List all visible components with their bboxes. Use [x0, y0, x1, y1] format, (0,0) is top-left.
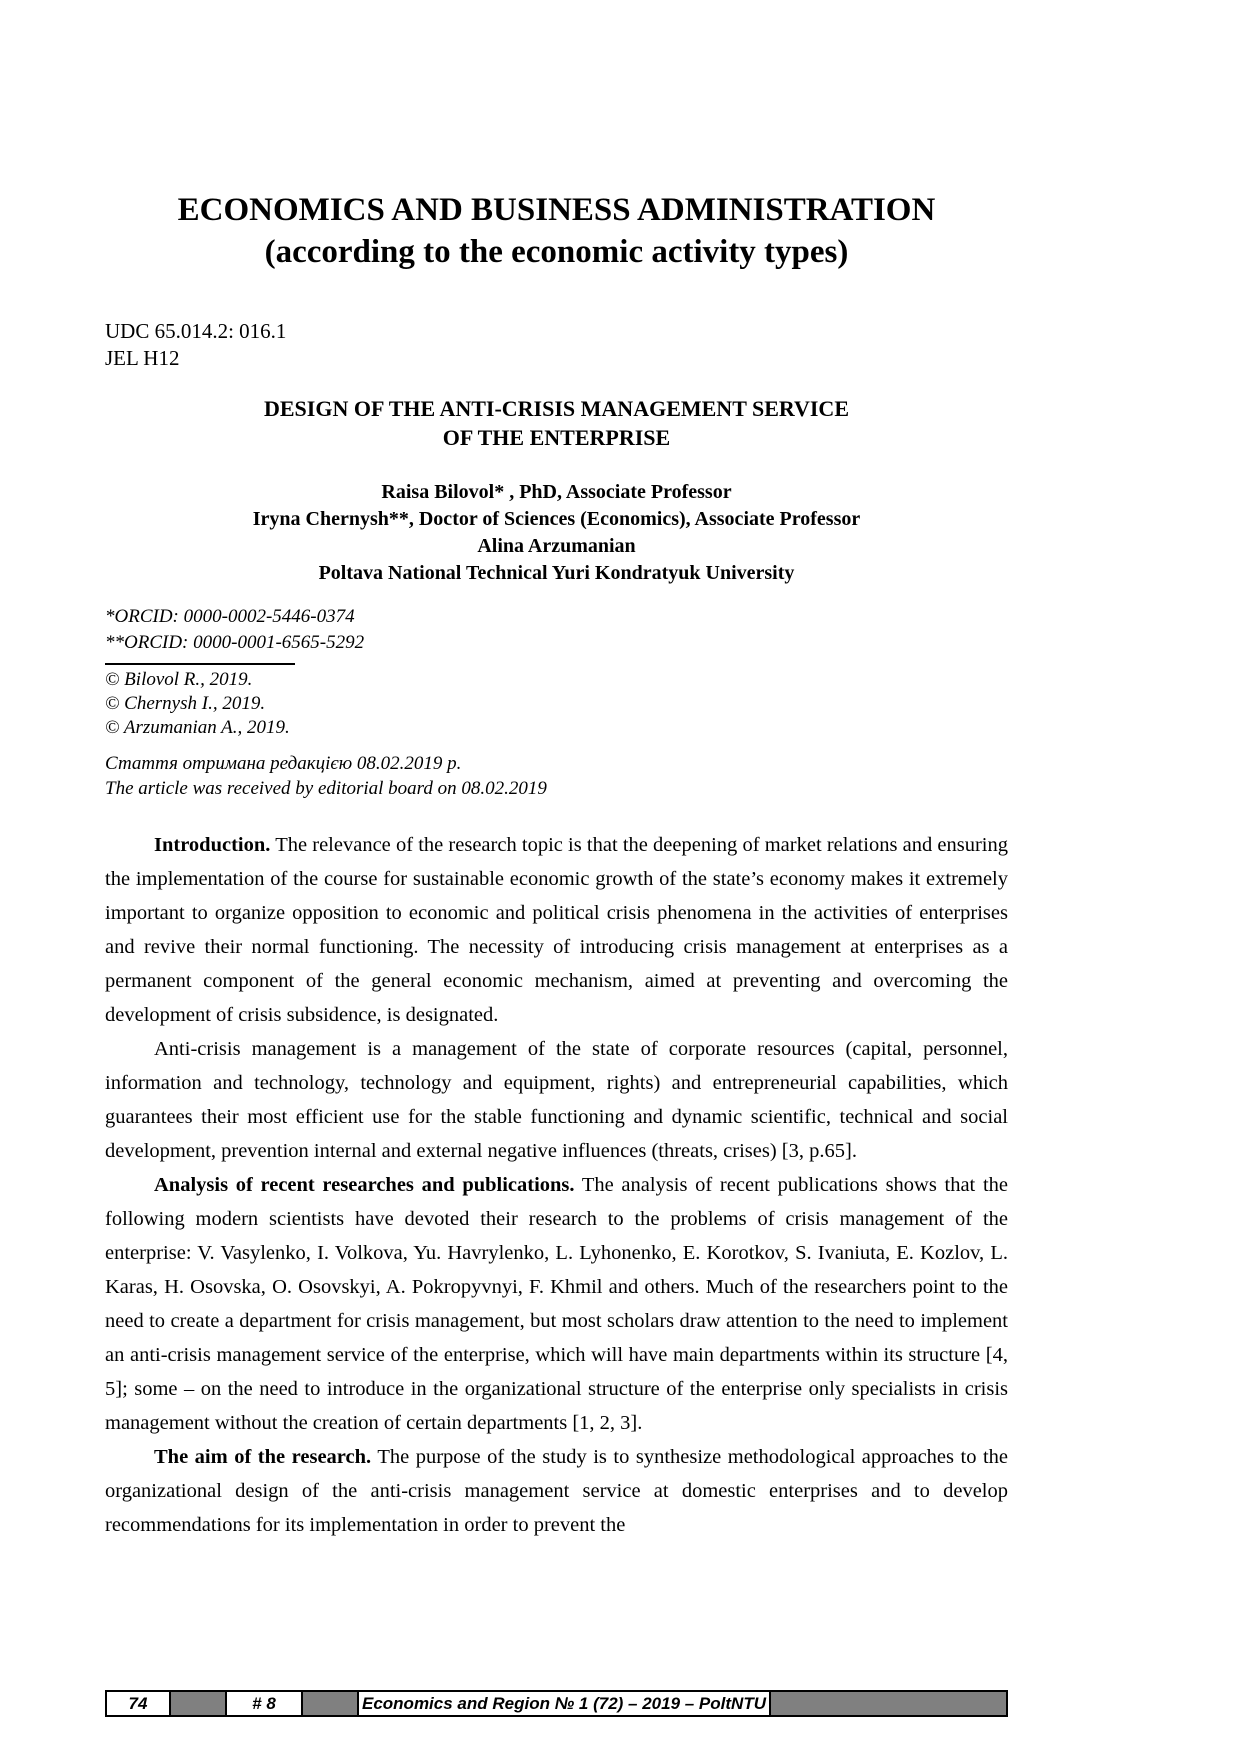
paragraph-analysis-text: The analysis of recent publications shows that the following modern scientists have devoted their research to the problems of crisis management of the enterprise: V. Vasylenko, I. Volkova, Yu. Havrylenko, L. Lyhonenko, E. Korotkov, S. Ivaniuta, E. Kozlov, L. Karas, H. Osovska, O. Osovskyi, A. Pokropyvnyi, F. Khmil and others. Much of the researchers point to the need to create a department for crisis management, but most scholars draw attention to the need to implement an anti-crisis management service of the enterprise, which will have main departments within its structure [4, 5]; some – on the need to introduce in the organizational structure of the enterprise only specialists in crisis management without the creation of certain departments [1, 2, 3]. [105, 1173, 1008, 1434]
paragraph-aim-text: The purpose of the study is to synthesize methodological approaches to the organizational design of the anti-crisis management service at domestic enterprises and to develop recommendations for its implementation in order to prevent the [105, 1445, 1009, 1536]
section-title-line2: (according to the economic activity types) [264, 233, 849, 270]
paragraph-analysis [105, 1168, 1008, 1440]
udc-code: UDC 65.014.2: 016.1 [105, 318, 287, 343]
classification-codes [105, 318, 1008, 373]
paragraph-introduction-lead: Introduction. [154, 833, 271, 856]
paragraph-introduction [105, 828, 1008, 1032]
article-title [105, 394, 1008, 452]
author-line-1: Raisa Bilovol* , PhD, Associate Professor [381, 481, 732, 504]
footer-issue-mark: # 8 [227, 1692, 303, 1715]
footer-separator-block-1 [171, 1692, 227, 1715]
received-block [105, 751, 1008, 802]
copyright-block [105, 663, 1008, 740]
copyright-separator-line [105, 663, 295, 665]
jel-code: JEL H12 [105, 346, 180, 371]
authors-block [105, 479, 1008, 587]
author-line-3: Alina Arzumanian [477, 535, 636, 558]
orcid-block [105, 604, 1008, 655]
section-title-line1: ECONOMICS AND BUSINESS ADMINISTRATION [177, 192, 936, 228]
footer-page-number: 74 [107, 1692, 171, 1715]
section-title [105, 190, 1008, 274]
copyright-line-2: © Chernysh I., 2019. [105, 692, 266, 714]
footer-separator-block-2 [303, 1692, 359, 1715]
paragraph-anticrisis-definition [105, 1032, 1008, 1168]
affiliation-line: Poltava National Technical Yuri Kondratyuk University [318, 562, 795, 585]
page-footer [105, 1690, 1008, 1717]
paragraph-aim-lead: The aim of the research. [154, 1445, 372, 1468]
paragraph-introduction-text: The relevance of the research topic is that the deepening of market relations and ensuring the implementation of the course for sustainable economic growth of the state’s economy makes it extremely important to organize opposition to economic and political crisis phenomena in the activities of enterprises and revive their normal functioning. The necessity of introducing crisis management at enterprises as a permanent component of the general economic mechanism, aimed at preventing and overcoming the development of crisis subsidence, is designated. [105, 833, 1008, 1026]
article-title-line1: DESIGN OF THE ANTI-CRISIS MANAGEMENT SERVICE [264, 396, 849, 422]
paragraph-anticrisis-text: Anti-crisis management is a management of the state of corporate resources (capital, personnel, information and technology, technology and equipment, rights) and entrepreneurial capabilities, which guarantees their most efficient use for the stable functioning and dynamic scientific, technical and social development, prevention internal and external negative influences (threats, crises) [3, p.65]. [105, 1037, 1008, 1162]
received-line-uk: Стаття отримана редакцією 08.02.2019 р. [105, 752, 462, 774]
author-line-2: Iryna Chernysh**, Doctor of Sciences (Economics), Associate Professor [252, 508, 861, 531]
copyright-line-3: © Arzumanian A., 2019. [105, 716, 290, 738]
paragraph-aim [105, 1440, 1008, 1542]
article-title-line2: OF THE ENTERPRISE [442, 425, 671, 451]
footer-journal-title: Economics and Region № 1 (72) – 2019 – PoltNTU [359, 1692, 771, 1715]
orcid-line-2: **ORCID: 0000-0001-6565-5292 [105, 632, 365, 654]
article-body [105, 828, 1008, 1542]
copyright-line-1: © Bilovol R., 2019. [105, 668, 253, 690]
footer-separator-block-3 [771, 1692, 1006, 1715]
received-line-en: The article was received by editorial board on 08.02.2019 [105, 778, 547, 800]
paragraph-analysis-lead: Analysis of recent researches and publications. [154, 1173, 575, 1196]
orcid-line-1: *ORCID: 0000-0002-5446-0374 [105, 606, 355, 628]
